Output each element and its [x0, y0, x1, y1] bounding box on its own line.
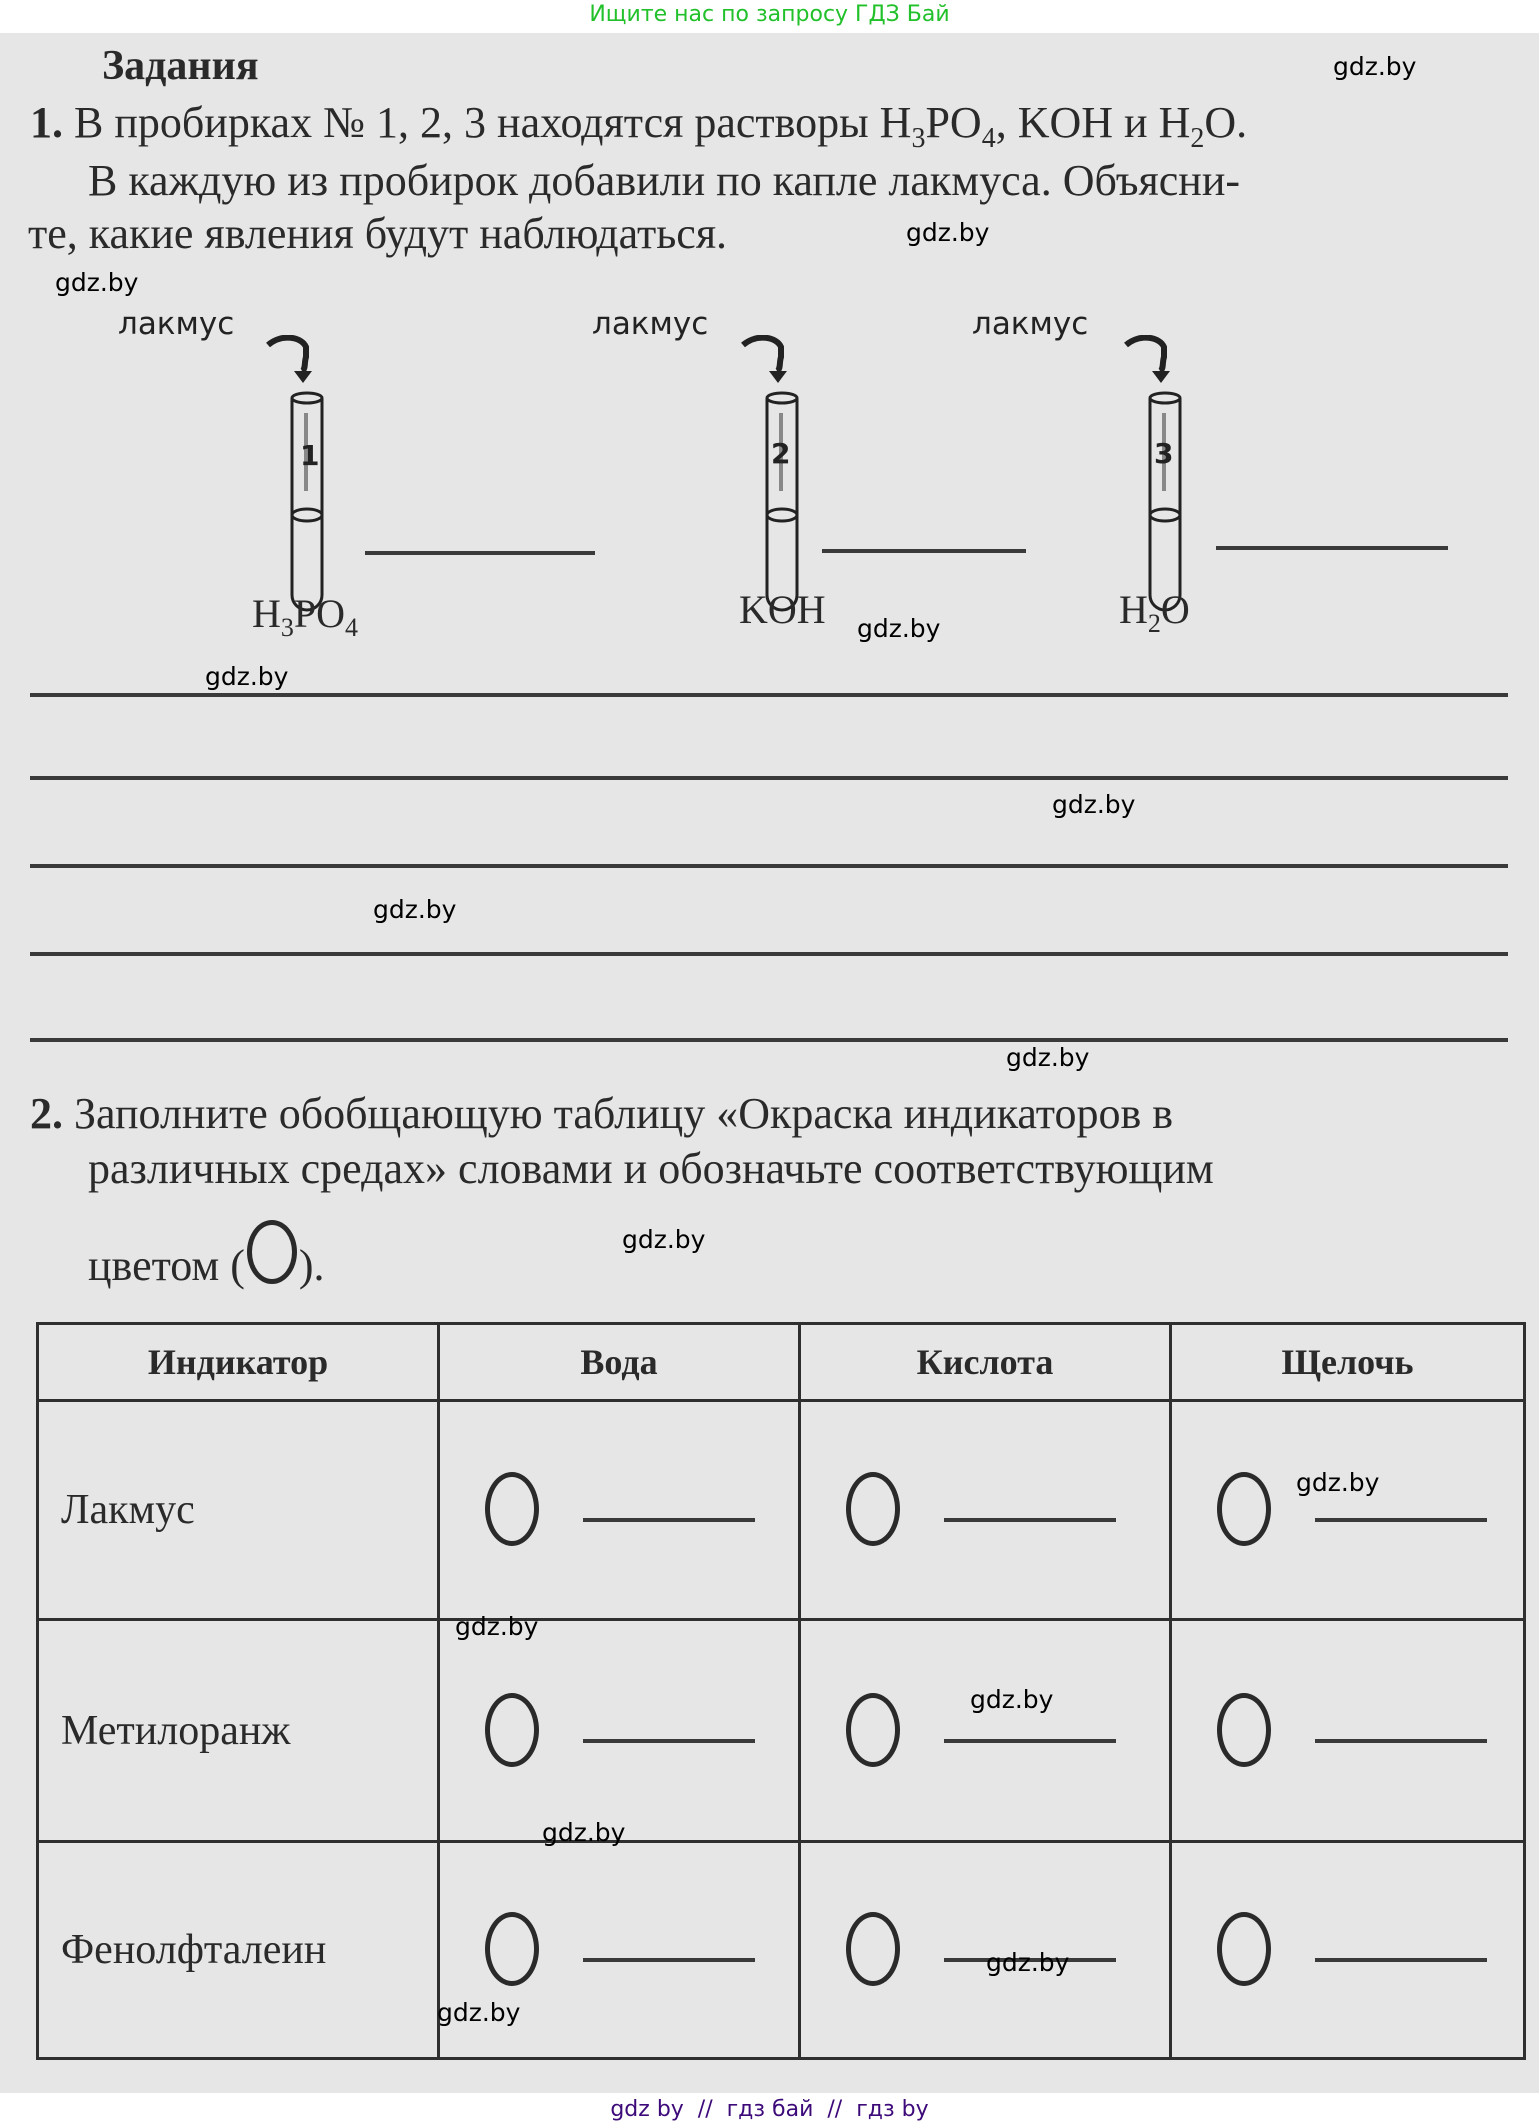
color-circle-icon[interactable]	[1217, 1912, 1271, 1986]
task1-text: O.	[1204, 98, 1248, 147]
task2-line1	[30, 1088, 1173, 1139]
answer-line-3[interactable]	[30, 864, 1508, 868]
watermark: gdz.by	[906, 218, 990, 247]
circle-icon	[247, 1220, 297, 1284]
litmus-label-2: лакмус	[592, 306, 709, 342]
formula-h2o	[1119, 586, 1190, 639]
task2-text: цветом (	[88, 1241, 245, 1290]
subscript: 3	[911, 122, 926, 154]
formula-koh: KOH	[739, 587, 826, 632]
litmus-label-3: лакмус	[972, 306, 1089, 342]
header-indicator: Индикатор	[38, 1324, 439, 1401]
task1-line2: В каждую из пробирок добавили по капле лакмуса. Объясни-	[88, 156, 1241, 205]
subscript: 4	[981, 122, 996, 154]
answer-blank[interactable]	[944, 1518, 1116, 1522]
litmus-label-1: лакмус	[118, 306, 235, 342]
header-water: Вода	[439, 1324, 800, 1401]
table-row	[38, 1620, 1525, 1842]
drop-arrow-icon	[268, 338, 306, 371]
answer-blank[interactable]	[583, 1958, 755, 1962]
task1-text: , KOH и H	[995, 98, 1191, 147]
section-heading: Задания	[102, 43, 259, 89]
indicator-name: Метилоранж	[38, 1620, 439, 1842]
watermark: gdz.by	[55, 268, 139, 297]
watermark: gdz.by	[373, 895, 457, 924]
watermark: gdz.by	[622, 1225, 706, 1254]
watermark: gdz.by	[986, 1948, 1070, 1977]
tube2-answer-blank[interactable]	[822, 549, 1026, 553]
color-circle-icon[interactable]	[485, 1472, 539, 1546]
formula-part: H	[252, 591, 281, 636]
test-tube-3	[1120, 335, 1200, 620]
tube1-answer-blank[interactable]	[365, 551, 595, 555]
svg-text:1: 1	[300, 439, 320, 472]
indicator-table	[36, 1322, 1526, 2060]
formula-part: O	[1160, 587, 1190, 632]
watermark: gdz.by	[970, 1685, 1054, 1714]
formula-part: PO	[293, 591, 346, 636]
color-circle-icon[interactable]	[846, 1912, 900, 1986]
watermark: gdz.by	[1052, 790, 1136, 819]
subscript: 2	[1190, 122, 1205, 154]
answer-line-2[interactable]	[30, 776, 1508, 780]
answer-blank[interactable]	[1315, 1958, 1487, 1962]
watermark: gdz.by	[857, 614, 941, 643]
watermark: gdz.by	[1006, 1043, 1090, 1072]
search-banner[interactable]: Ищите нас по запросу ГДЗ Бай	[0, 0, 1539, 33]
cell-acid[interactable]	[800, 1401, 1171, 1620]
task2-line3	[88, 1220, 325, 1291]
answer-blank[interactable]	[1315, 1518, 1487, 1522]
formula-h3po4	[252, 590, 358, 643]
watermark: gdz.by	[455, 1612, 539, 1641]
svg-text:2: 2	[771, 437, 791, 470]
answer-line-4[interactable]	[30, 952, 1508, 956]
cell-water[interactable]	[439, 1401, 800, 1620]
answer-line-5[interactable]	[30, 1038, 1508, 1042]
cell-acid[interactable]	[800, 1842, 1171, 2059]
answer-blank[interactable]	[944, 1739, 1116, 1743]
task2-line2: различных средах» словами и обозначьте соответствующим	[88, 1144, 1214, 1193]
subscript: 2	[1147, 609, 1161, 638]
drop-arrow-icon	[1126, 338, 1164, 371]
answer-blank[interactable]	[1315, 1739, 1487, 1743]
header-acid: Кислота	[800, 1324, 1171, 1401]
cell-alkali[interactable]	[1171, 1842, 1525, 2059]
table-row	[38, 1842, 1525, 2059]
cell-alkali[interactable]	[1171, 1620, 1525, 1842]
watermark: gdz.by	[205, 662, 289, 691]
watermark: gdz.by	[437, 1998, 521, 2027]
task2-text: Заполните обобщающую таблицу «Окраска индикаторов в	[74, 1089, 1173, 1138]
subscript: 4	[345, 613, 359, 642]
indicator-name: Фенолфталеин	[38, 1842, 439, 2059]
test-tube-1	[262, 335, 342, 620]
color-circle-icon[interactable]	[1217, 1693, 1271, 1767]
color-circle-icon[interactable]	[485, 1693, 539, 1767]
color-circle-icon[interactable]	[846, 1693, 900, 1767]
header-alkali: Щелочь	[1171, 1324, 1525, 1401]
task1-text: PO	[925, 98, 982, 147]
color-circle-icon[interactable]	[485, 1912, 539, 1986]
footer-links[interactable]: gdz by // гдз бай // гдз by	[0, 2093, 1539, 2127]
watermark: gdz.by	[542, 1818, 626, 1847]
cell-water[interactable]	[439, 1620, 800, 1842]
formula-part: H	[1119, 587, 1148, 632]
task1-number: 1.	[30, 98, 63, 147]
table-row	[38, 1401, 1525, 1620]
task1-line1	[30, 97, 1247, 155]
watermark: gdz.by	[1296, 1468, 1380, 1497]
task2-text: ).	[298, 1241, 325, 1290]
answer-blank[interactable]	[583, 1518, 755, 1522]
cell-alkali[interactable]	[1171, 1401, 1525, 1620]
subscript: 3	[280, 613, 294, 642]
svg-text:3: 3	[1154, 437, 1174, 470]
color-circle-icon[interactable]	[1217, 1472, 1271, 1546]
answer-blank[interactable]	[583, 1739, 755, 1743]
watermark: gdz.by	[1333, 52, 1417, 81]
tube3-answer-blank[interactable]	[1216, 546, 1448, 550]
drop-arrow-icon	[743, 338, 781, 371]
task1-text: В пробирках № 1, 2, 3 находятся растворы H	[74, 98, 912, 147]
table-header-row	[38, 1324, 1525, 1401]
task2-number: 2.	[30, 1089, 63, 1138]
cell-acid[interactable]	[800, 1620, 1171, 1842]
task1-line3: те, какие явления будут наблюдаться.	[28, 209, 728, 258]
indicator-name: Лакмус	[38, 1401, 439, 1620]
color-circle-icon[interactable]	[846, 1472, 900, 1546]
test-tube-2	[737, 335, 817, 620]
answer-line-1[interactable]	[30, 693, 1508, 697]
